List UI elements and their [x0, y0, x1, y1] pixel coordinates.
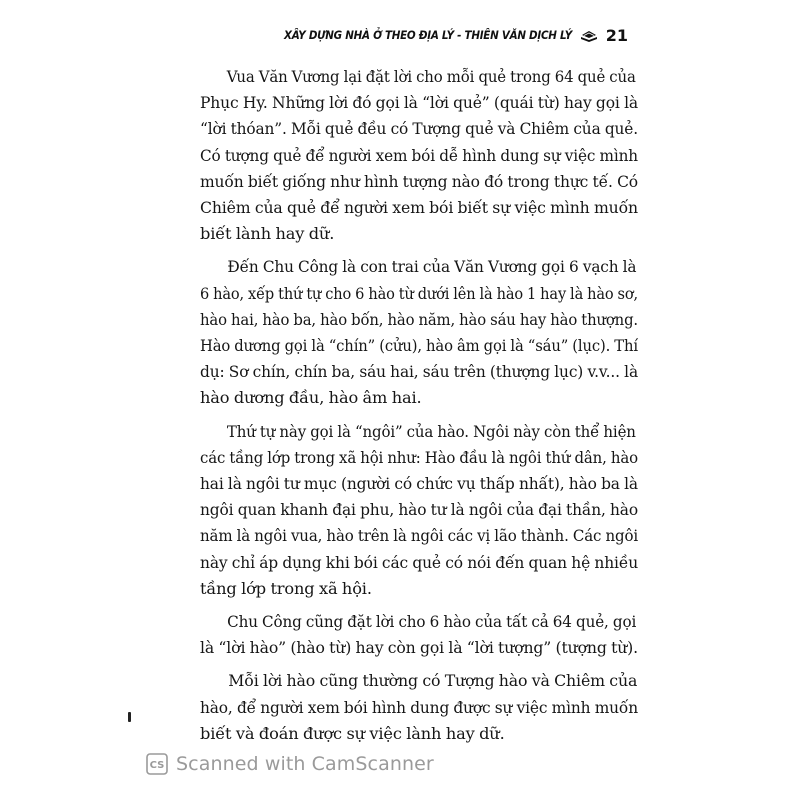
camscanner-logo-icon	[146, 753, 168, 775]
paragraph	[200, 254, 638, 411]
text-line: Phục Hy. Những lời đó gọi là “lời quẻ” (quái từ) hay gọi là	[200, 93, 639, 113]
text-line: Có tượng quẻ để người xem bói dễ hình dung sự việc mình	[200, 145, 638, 165]
page-number: 21	[605, 25, 628, 45]
text-line: hai là ngôi tư mục (người có chức vụ thấp nhất), hào ba là	[200, 474, 638, 494]
text-line: các tầng lớp trong xã hội như: Hào đầu là ngôi thứ dân, hào	[200, 447, 638, 467]
text-line: hào dương đầu, hào âm hai.	[200, 388, 422, 408]
book-stack-emblem-icon	[580, 28, 598, 42]
text-line: Đến Chu Công là con trai của Văn Vương gọi 6 vạch là	[227, 257, 637, 277]
paragraph	[200, 668, 638, 747]
text-line: ngôi quan khanh đại phu, hào tư là ngôi của đại thần, hào	[200, 500, 638, 520]
text-line: tầng lớp trong xã hội.	[200, 578, 372, 598]
text-line: Chu Công cũng đặt lời cho 6 hào của tất cả 64 quẻ, gọi	[227, 612, 637, 632]
text-line: Thứ tự này gọi là “ngôi” của hào. Ngôi này còn thể hiện	[226, 421, 636, 441]
text-line: hào, để người xem bói hình dung được sự việc mình muốn	[200, 697, 638, 717]
svg-text:CS: CS	[149, 760, 165, 771]
margin-mark	[128, 712, 131, 722]
paragraph	[200, 64, 638, 247]
paragraph	[200, 419, 638, 602]
body-text	[200, 64, 638, 754]
text-line: Hào dương gọi là “chín” (cửu), hào âm gọi là “sáu” (lục). Thí	[200, 336, 638, 356]
text-line: Mỗi lời hào cũng thường có Tượng hào và Chiêm của	[228, 671, 638, 691]
text-line: hào hai, hào ba, hào bốn, hào năm, hào sáu hay hào thượng.	[200, 309, 639, 329]
text-line: năm là ngôi vua, hào trên là ngôi các vị lão thành. Các ngôi	[200, 526, 639, 546]
watermark-text: Scanned with CamScanner	[176, 753, 434, 775]
text-line: biết và đoán được sự việc lành hay dữ.	[200, 723, 505, 743]
text-line: biết lành hay dữ.	[200, 224, 335, 244]
running-header-title: XÂY DỰNG NHÀ Ở THEO ĐỊA LÝ - THIÊN VĂN DỊCH LÝ	[283, 28, 572, 42]
text-line: là “lời hào” (hào từ) hay còn gọi là “lời tượng” (tượng từ).	[200, 638, 639, 658]
running-header	[283, 22, 628, 48]
text-line: Vua Văn Vương lại đặt lời cho mỗi quẻ trong 64 quẻ của	[226, 67, 636, 86]
text-line: Chiêm của quẻ để người xem bói biết sự việc mình muốn	[200, 198, 639, 218]
paragraph	[200, 609, 638, 661]
text-line: “lời thóan”. Mỗi quẻ đều có Tượng quẻ và Chiêm của quẻ.	[200, 119, 638, 139]
scanner-watermark	[146, 751, 434, 777]
text-line: 6 hào, xếp thứ tự cho 6 hào từ dưới lên là hào 1 hay là hào sơ,	[200, 283, 638, 303]
text-line: muốn biết giống như hình tượng nào đó trong thực tế. Có	[200, 171, 639, 191]
text-line: dụ: Sơ chín, chín ba, sáu hai, sáu trên (thượng lục) v.v... là	[200, 362, 639, 382]
text-line: này chỉ áp dụng khi bói các quẻ có nói đến quan hệ nhiều	[200, 552, 639, 572]
